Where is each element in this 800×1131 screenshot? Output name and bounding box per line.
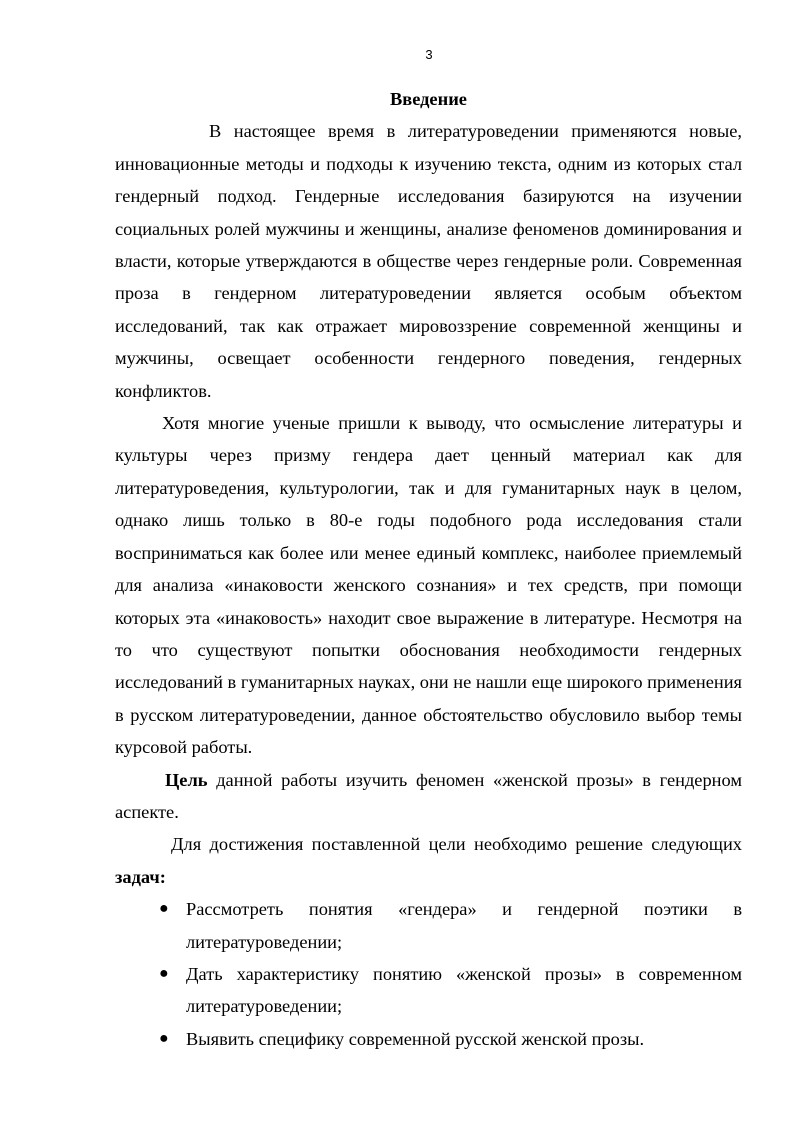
goal-text: данной работы изучить феномен «женской прозы» в гендерном аспекте. [115,769,742,822]
bullet-icon: ● [159,900,169,918]
task-text: Выявить специфику современной русской женской прозы. [186,1028,645,1049]
tasks-intro-paragraph [115,828,742,893]
task-text: Дать характеристику понятию «женской прозы» в современном литературоведении; [186,963,742,1017]
goal-paragraph [115,764,742,829]
goal-label: Цель [165,769,208,790]
list-item [115,958,742,1023]
list-item [115,1023,742,1055]
relevance-paragraph: Хотя многие ученые пришли к выводу, что осмысление литературы и культуры через призму гендера дает ценный материал как для литературоведения, культурологии, так и для гуманитарных наук в целом, однако лишь только в 80-е годы подобного рода исследования стали восприниматься как более или менее единый комплекс, наиболее приемлемый для анализа «инаковости женского сознания» и тех средств, при помощи которых эта «инаковость» находит свое выражение в литературе. Несмотря на то что существуют попытки обоснования необходимости гендерных исследований в гуманитарных науках, они не нашли еще широкого применения в русском литературоведении, данное обстоятельство обусловило выбор темы курсовой работы. [115,413,743,758]
task-text: Рассмотреть понятия «гендера» и гендерной поэтики в литературоведении; [186,899,742,952]
tasks-list [115,893,742,1055]
intro-paragraph: В настоящее время в литературоведении применяются новые, инновационные методы и подходы к изучению текста, одним из которых стал гендерный подход. Гендерные исследования базируются на изучении социальных ролей мужчины и женщины, анализе феноменов доминирования и власти, которые утверждаются в обществе через гендерные роли. Современная проза в гендерном литературоведении является особым объектом исследований, так как отражает мировоззрение современной женщины и мужчины, освещает особенности гендерного поведения, гендерных конфликтов. [115,121,742,401]
bullet-icon: ● [159,964,169,982]
tasks-intro-text: Для достижения поставленной цели необходимо решение следующих [171,834,742,855]
section-heading: Введение [390,89,467,109]
page-number: 3 [425,47,433,62]
list-item [115,893,742,958]
page-content [115,83,742,1055]
bullet-icon: ● [159,1029,169,1047]
tasks-label: задач: [115,866,166,887]
